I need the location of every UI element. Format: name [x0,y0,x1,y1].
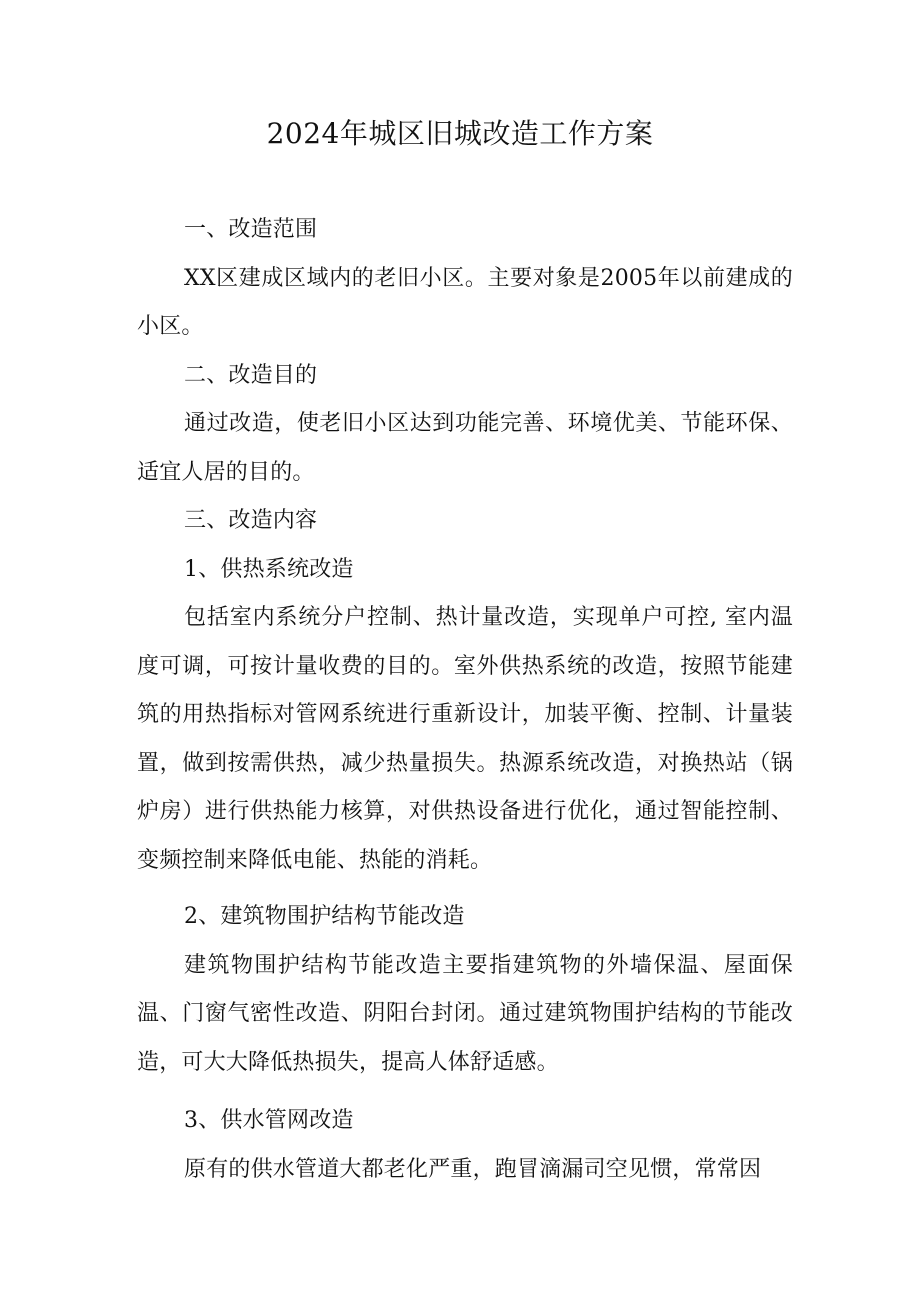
document-body [137,206,793,1194]
paragraph-water-supply: 原有的供水管道大都老化严重，跑冒滴漏司空见惯，常常因 [184,1156,762,1182]
paragraph-envelope: 建筑物围护结构节能改造主要指建筑物的外墙保温、屋面保温、门窗气密性改造、阴阳台封闭。通过建筑物围护结构的节能改造，可大大降低热损失，提高人体舒适感。 [137,952,793,1075]
paragraph-purpose: 通过改造，使老旧小区达到功能完善、环境优美、节能环保、适宜人居的目的。 [137,411,793,485]
section-heading-content: 三、改造内容 [184,508,318,533]
paragraph-heating: 包括室内系统分户控制、热计量改造，实现单户可控, 室内温度可调，可按计量收费的目的。室外供热系统的改造，按照节能建筑的用热指标对管网系统进行重新设计，加装平衡、控制、计量装置，做到按需供热，减少热量损失。热源系统改造，对换热站（锅炉房）进行供热能力核算，对供热设备进行优化，通过智能控制、变频控制来降低电能、热能的消耗。 [137,605,793,873]
paragraph-scope: XX区建成区域内的老旧小区。主要对象是2005年以前建成的小区。 [137,265,793,339]
document-title: 2024年城区旧城改造工作方案 [266,117,654,150]
subheading-water-supply: 3、供水管网改造 [184,1108,354,1133]
subheading-heating: 1、供热系统改造 [184,556,354,582]
section-heading-scope: 一、改造范围 [184,217,318,242]
subheading-envelope: 2、建筑物围护结构节能改造 [184,904,465,929]
section-heading-purpose: 二、改造目的 [184,362,318,388]
